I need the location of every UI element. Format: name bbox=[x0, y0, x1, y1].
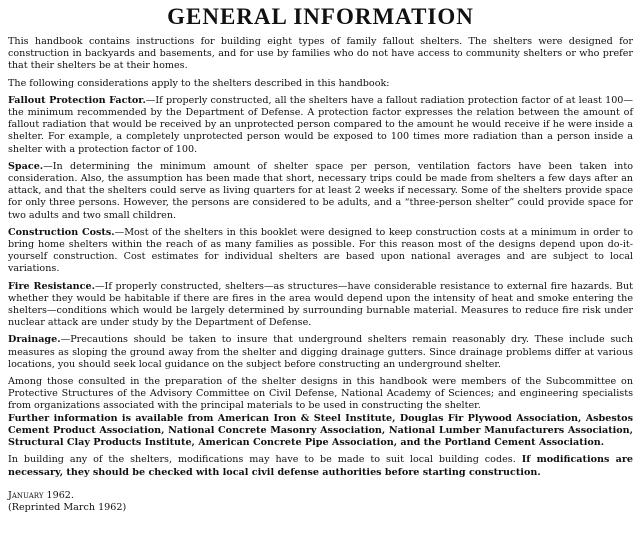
building-codes-emphasis: If modifications are necessary, they should be checked with local civil defense authorities before starting construction. bbox=[8, 454, 633, 478]
building-codes-text: In building any of the shelters, modifications may have to be made to suit local building codes. bbox=[8, 454, 516, 466]
section-body-space: —In determining the minimum amount of shelter space per person, ventilation factors have been taken into consideration. Also, the assumption has been made that short, necessary trips could be made from shelters a few days after an attack, and that the shelters could serve as living quarters for at least 2 weeks if necessary. Some of the shelters provide space for only three persons. However, the persons are considered to be adults, and a “three-person shelter” could provide space for two adults and two small children. bbox=[8, 160, 633, 221]
reprint-date: (Reprinted March 1962) bbox=[8, 501, 127, 513]
further-info-paragraph: Further information is available from American Iron & Steel Institute, Douglas Fir Plywood Association, Asbestos Cement Product Association, National Concrete Masonry Association, National Lumber Manufacturers Association, Structural Clay Products Institute, American Concrete Pipe Association, and the Portland Cement Association. bbox=[8, 412, 633, 449]
issue-date: January 1962. bbox=[8, 489, 74, 501]
consulted-paragraph bbox=[8, 376, 633, 413]
section-heading-fallout: Fallout Protection Factor. bbox=[8, 94, 146, 106]
consulted-text: Among those consulted in the preparation of the shelter designs in this handbook were members of the Subcommittee on Protective Structures of the Advisory Committee on Civil Defense, National Academy of Sciences; and engineering specialists from organizations associated with the principal materials to be used in constructing the shelter. bbox=[8, 376, 633, 412]
publication-dates bbox=[8, 490, 633, 514]
building-codes-paragraph bbox=[8, 454, 633, 478]
section-body-costs: —Most of the shelters in this booklet were designed to keep construction costs at a minimum in order to bring home shelters within the reach of as many families as possible. For this reason most of the designs depend upon do-it-yourself construction. Cost estimates for individual shelters are based upon national averages and are subject to local variations. bbox=[8, 226, 633, 275]
section-heading-space: Space. bbox=[8, 160, 44, 172]
section-body-fire: —If properly constructed, shelters—as structures—have considerable resistance to external fire hazards. But whether they would be habitable if there are fires in the area would depend upon the intensity of heat and smoke entering the shelters—conditions which would be largely determined by surrounding burnable material. Measures to reduce fire risk under nuclear attack are under study by the Department of Defense. bbox=[8, 280, 633, 329]
section-fallout bbox=[8, 95, 633, 156]
section-costs bbox=[8, 227, 633, 276]
page-title: GENERAL INFORMATION bbox=[167, 4, 474, 29]
section-fire bbox=[8, 281, 633, 330]
considerations-intro: The following considerations apply to the shelters described in this handbook: bbox=[8, 77, 390, 89]
intro-paragraph: This handbook contains instructions for building eight types of family fallout shelters. The shelters were designed for construction in backyards and basements, and for use by families who do not have access to community shelters or who prefer that their shelters be at their homes. bbox=[8, 36, 633, 72]
section-body-fallout: —If properly constructed, all the shelters have a fallout radiation protection factor of at least 100—the minimum recommended by the Department of Defense. A protection factor expresses the relation between the amount of fallout radiation that would be received by an unprotected person compared to the amount he would receive if he were inside a shelter. For example, a completely unprotected person would be exposed to 100 times more radiation than a person inside a shelter with a protection factor of 100. bbox=[8, 94, 633, 155]
section-heading-fire: Fire Resistance. bbox=[8, 280, 95, 292]
section-space bbox=[8, 161, 633, 222]
section-drainage bbox=[8, 334, 633, 371]
section-heading-costs: Construction Costs. bbox=[8, 226, 115, 238]
section-body-drainage: —Precautions should be taken to insure that underground shelters remain reasonably dry. These include such measures as sloping the ground away from the shelter and digging drainage gutters. Since drainage problems differ at various locations, you should seek local guidance on the subject before constructing an underground shelter. bbox=[8, 334, 633, 370]
section-heading-drainage: Drainage. bbox=[8, 334, 61, 346]
